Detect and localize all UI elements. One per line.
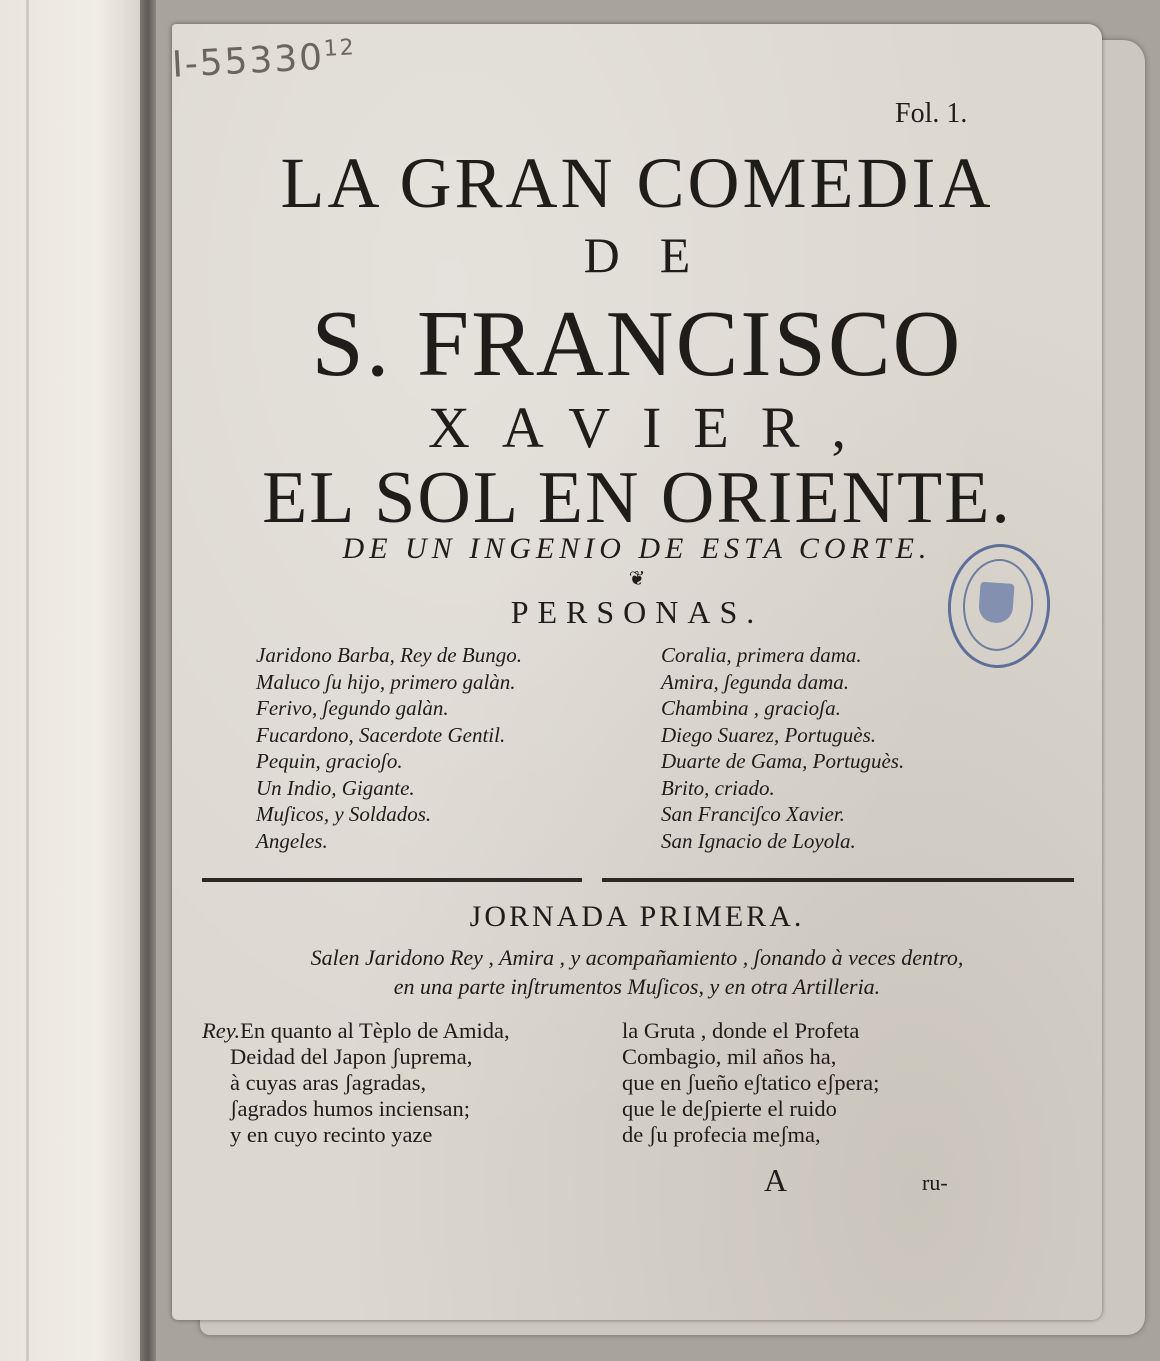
title-line-3: S. FRANCISCO — [311, 292, 963, 396]
verse-line: la Gruta , donde el Profeta — [622, 1018, 860, 1043]
verse-line: que en ʃueño eʃtatico eʃpera; — [622, 1070, 880, 1095]
cast-list-right — [661, 642, 904, 854]
title-line-1: LA GRAN COMEDIA — [280, 143, 994, 223]
cast-item: Diego Suarez, Portuguès. — [661, 722, 877, 747]
cast-item: Ferivo, ʃegundo galàn. — [256, 696, 449, 720]
shelfmark-suffix: 12 — [322, 35, 357, 62]
ornament-icon: ❦ — [628, 568, 646, 590]
title-line-4: XAVIER, — [427, 395, 879, 460]
cast-item: Duarte de Gama, Portuguès. — [661, 749, 905, 773]
cast-item: Un Indio, Gigante. — [256, 775, 415, 800]
verse-line: ʃagrados humos inciensan; — [230, 1096, 470, 1121]
cast-list-left — [256, 642, 522, 854]
cast-item: Chambina , gracioʃa. — [661, 696, 841, 720]
stage-direction-line-2: en una parte inʃtrumentos Muʃicos, y en otra Artilleria. — [393, 974, 881, 999]
personas-heading: PERSONAS. — [510, 594, 764, 630]
title-line-5: EL SOL EN ORIENTE. — [262, 457, 1012, 539]
verse-first-line: En quanto al Tèplo de Amida, — [240, 1018, 510, 1043]
cast-item: Amira, ʃegunda dama. — [661, 669, 850, 694]
cast-item: Brito, criado. — [661, 775, 775, 800]
verse-line: de ʃu profecia meʃma, — [622, 1122, 821, 1147]
signature-mark: A — [764, 1162, 788, 1198]
divider-rule — [202, 878, 582, 882]
cast-item: Muʃicos, y Soldados. — [256, 802, 432, 826]
verse-line: à cuyas aras ʃagradas, — [230, 1070, 427, 1095]
book-gutter — [140, 0, 156, 1361]
left-blank-page — [0, 0, 140, 1361]
cast-item: San Franciʃco Xavier. — [661, 802, 845, 826]
cast-item: Angeles. — [256, 828, 328, 853]
shelfmark-text: I-55330 — [171, 36, 326, 86]
folio-number: Fol. 1. — [895, 98, 968, 129]
cast-item: Coralia, primera dama. — [661, 643, 862, 667]
stage-direction-line-1: Salen Jaridono Rey , Amira , y acompañamiento , ʃonando à veces dentro, — [310, 945, 964, 970]
title-line-2: DE — [583, 227, 731, 283]
verse-line: Deidad del Japon ʃuprema, — [230, 1044, 473, 1069]
title-page — [172, 24, 1102, 1320]
author-line: DE UN INGENIO DE ESTA CORTE. — [342, 532, 932, 565]
cast-item: Fucardono, Sacerdote Gentil. — [256, 722, 506, 747]
verse-line: y en cuyo recinto yaze — [230, 1122, 433, 1147]
verse-line — [202, 1018, 510, 1044]
act-heading: JORNADA PRIMERA. — [469, 900, 805, 933]
verse-line: Combagio, mil años ha, — [622, 1044, 837, 1069]
cast-item: Maluco ʃu hijo, primero galàn. — [256, 669, 516, 694]
cast-item: Jaridono Barba, Rey de Bungo. — [256, 643, 522, 667]
speaker-label: Rey. — [202, 1018, 241, 1043]
page-crease — [26, 0, 29, 1361]
divider-rule — [602, 878, 1074, 882]
verse-line: que le deʃpierte el ruido — [622, 1096, 837, 1121]
cast-item: San Ignacio de Loyola. — [661, 828, 856, 853]
catchword: ru- — [922, 1170, 948, 1195]
cast-item: Pequin, gracioʃo. — [256, 749, 403, 773]
verse-column-right — [622, 1018, 879, 1148]
verse-column-left — [202, 1018, 510, 1148]
